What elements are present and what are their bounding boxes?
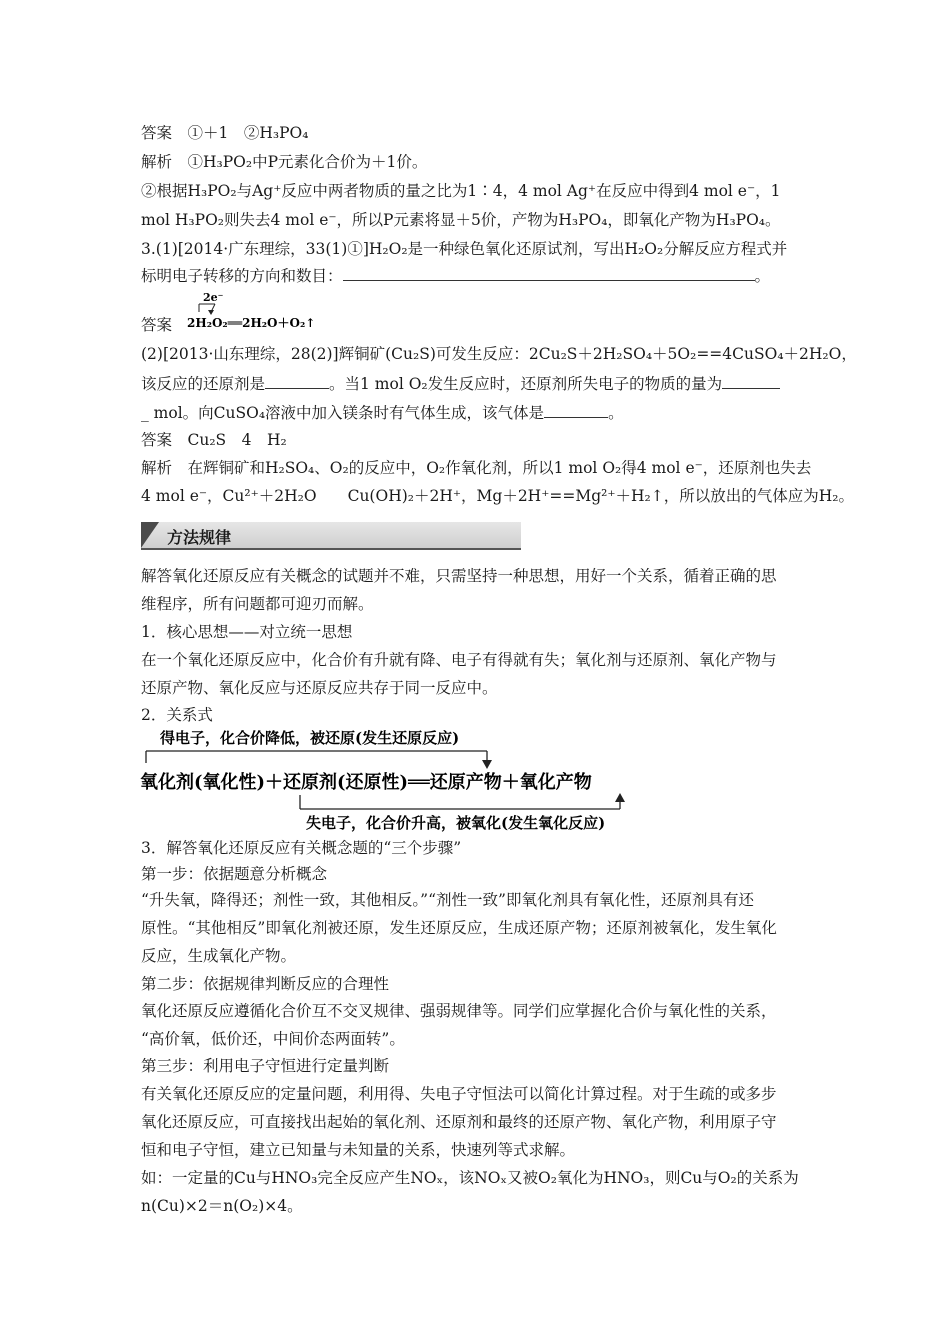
step-1-heading: 第一步：依据题意分析概念 [141, 865, 328, 883]
question-3-2-line-2 [141, 373, 780, 394]
heading-relation: 2．关系式 [141, 706, 213, 724]
analysis-line-3: mol H₃PO₂则失去4 mol e⁻，所以P元素将显＋5价，产物为H₃PO₄，即氧化产物为H₃PO₄。 [141, 211, 781, 229]
heading-core-idea: 1．核心思想——对立统一思想 [141, 623, 353, 641]
answer-blank [722, 373, 780, 389]
step-1-line-3: 反应，生成氧化产物。 [141, 947, 297, 965]
question-3-1-line-2 [141, 265, 770, 286]
step-3-line-3: 恒和电子守恒，建立已知量与未知量的关系，快速列等式求解。 [141, 1141, 576, 1159]
question-text: 标明电子转移的方向和数目： [141, 267, 343, 285]
core-idea-line-1: 在一个氧化还原反应中，化合价有升就有降、电子有得就有失；氧化剂与还原剂、氧化产物与 [141, 651, 777, 669]
question-3-2-line-3 [141, 402, 624, 423]
step-3-line-2: 氧化还原反应，可直接找出起始的氧化剂、还原剂和最终的还原产物、氧化产物，利用原子守 [141, 1113, 777, 1131]
step-1-line-1: “升失氧，降得还；剂性一致，其他相反。”“剂性一致”即氧化剂具有氧化性，还原剂具有还 [141, 891, 754, 909]
answer-label: 答案 [141, 316, 173, 334]
analysis-line-1: 解析 ①H₃PO₂中P元素化合价为＋1价。 [141, 153, 428, 171]
heading-three-steps: 3．解答氧化还原反应有关概念题的“三个步骤” [141, 839, 462, 857]
question-3-1-line-1: 3.(1)[2014·广东理综，33(1)①]H₂O₂是一种绿色氧化还原试剂，写出H₂O₂分解反应方程式并 [141, 240, 788, 258]
step-2-line-1: 氧化还原反应遵循化合价互不交叉规律、强弱规律等。同学们应掌握化合价与氧化性的关系， [141, 1002, 777, 1020]
method-intro-line-1: 解答氧化还原反应有关概念的试题并不难，只需坚持一种思想，用好一个关系，循着正确的思 [141, 567, 777, 585]
transfer-arrowhead [208, 310, 214, 315]
electron-label: 2e⁻ [203, 291, 224, 304]
section-header [141, 522, 521, 550]
period: 。 [608, 404, 624, 422]
analysis-line-5: 4 mol e⁻，Cu²⁺＋2H₂O Cu(OH)₂＋2H⁺，Mg＋2H⁺==Mg²⁺＋H₂↑，所以放出的气体应为H₂。 [141, 487, 854, 505]
relation-bottom-label: 失电子，化合价升高，被氧化(发生氧化反应) [306, 814, 606, 832]
analysis-line-2: ②根据H₃PO₂与Ag⁺反应中两者物质的量之比为1∶4，4 mol Ag⁺在反应中得到4 mol e⁻，1 [141, 182, 781, 200]
top-arrowhead [482, 760, 492, 769]
answer-blank [544, 402, 608, 418]
answer-blank [343, 265, 755, 281]
step-3-heading: 第三步：利用电子守恒进行定量判断 [141, 1057, 390, 1075]
answer-blank [265, 373, 329, 389]
core-idea-line-2: 还原产物、氧化反应与还原反应共存于同一反应中。 [141, 679, 498, 697]
section-marker-icon [141, 522, 159, 548]
answer-line-2: 答案 Cu₂S 4 H₂ [141, 431, 287, 449]
relation-diagram [138, 725, 638, 835]
period: 。 [754, 267, 771, 285]
step-3-line-1: 有关氧化还原反应的定量问题，利用得、失电子守恒法可以简化计算过程。对于生疏的或多步 [141, 1085, 777, 1103]
question-3-2-line-1: (2)[2013·山东理综，28(2)]辉铜矿(Cu₂S)可发生反应：2Cu₂S＋2H₂SO₄＋5O₂==4CuSO₄＋2H₂O， [141, 345, 857, 363]
equation-formula: 2H₂O₂══2H₂O＋O₂↑ [187, 316, 316, 330]
question-text: 该反应的还原剂是 [141, 375, 266, 393]
example-line-2: n(Cu)×2＝n(O₂)×4。 [141, 1197, 303, 1215]
section-title: 方法规律 [167, 528, 232, 547]
step-2-line-2: “高价氧，低价还，中间价态两面转”。 [141, 1030, 405, 1048]
step-2-heading: 第二步：依据规律判断反应的合理性 [141, 975, 390, 993]
relation-top-label: 得电子，化合价降低，被还原(发生还原反应) [160, 729, 460, 747]
bottom-arrowhead [615, 793, 625, 802]
method-intro-line-2: 维程序，所有问题都可迎刃而解。 [141, 595, 374, 613]
electron-transfer-equation [185, 290, 325, 340]
relation-main-formula: 氧化剂(氧化性)＋还原剂(还原性)══还原产物＋氧化产物 [140, 772, 592, 793]
example-line-1: 如：一定量的Cu与HNO₃完全反应产生NOₓ，该NOₓ又被O₂氧化为HNO₃，则Cu与O₂的关系为 [141, 1169, 799, 1187]
answer-line-1: 答案 ①＋1 ②H₃PO₄ [141, 124, 309, 142]
question-text: _ mol。向CuSO₄溶液中加入镁条时有气体生成，该气体是 [141, 404, 545, 422]
analysis-line-4: 解析 在辉铜矿和H₂SO₄、O₂的反应中，O₂作氧化剂，所以1 mol O₂得4 mol e⁻，还原剂也失去 [141, 459, 812, 477]
question-text: 。当1 mol O₂发生反应时，还原剂所失电子的物质的量为 [329, 375, 723, 393]
step-1-line-2: 原性。“其他相反”即氧化剂被还原，发生还原反应，生成还原产物；还原剂被氧化，发生氧化 [141, 919, 777, 937]
